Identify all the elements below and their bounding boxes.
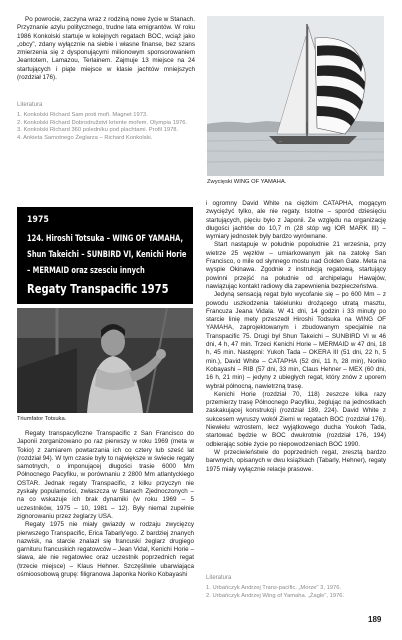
reference-item: 4. Ankieta Samotnego Żeglarza – Richard Konkolski. — [17, 135, 153, 142]
body-paragraph: Start nastąpuje w południe popołudnie 21 września, przy wietrze 25 węzłów – umiarkowanym jak na zatokę San Francisco, o mile od słynnego mostu nad Golden Gate. Meta na wyspie Okinawa. Zgodnie z instrukcją regatową, startujący powinni przejść na południe od archipelagu Hawajów, nawiązując kontakt radiowy dla zapewnienia bezpieczeństwa. — [206, 241, 386, 290]
body-paragraph: Kenichi Horie (rozdział 70, 118) zeszcze kilka razy przemierzy trasę Północnego Pacyfiku, żeglując na jednostkach zaskakującej konstrukcji (rozdział 189, 224). David White z sukcesem wyruszy wokół Ziemi w regatach BOC (rozdział 176). Niewielu wzrostem, lecz wyjątkowego ducha Youkoh Tada, startować będzie w BOC dwukrotnie (rozdział 176, 194) odbierając sobie życie po niepowodzeniach BOC 1990. — [206, 390, 386, 448]
chapter-main-title: Regaty Transpacific 1975 — [27, 281, 169, 296]
left-column-body — [17, 430, 194, 579]
sailboat-photo — [207, 16, 384, 176]
intro-paragraph: Po powrocie, zaczyna wraz z rodziną nowe życie w Stanach. Przyznanie azylu politycznego, trudne lata emigrantów. W roku 1986 Konkolski startuje w kolejnych regatach BOC, wciąż jako „obcy", zdany wyłącznie na siebie i własne finanse, bez szans zmierzenia się z dysponującymi milionowym sponsorowaniem Jeantotem, Lamazou, Terlainem. Zajmuje 13 miejsce na 24 startujących i piąte miejsce w klasie jachtów mniejszych (rozdział 176). — [17, 16, 195, 82]
right-column-body — [206, 200, 386, 474]
chapter-title: 124. Hiroshi Totsuka – WING OF YAMAHA, Shun Takeichi – SUNBIRD VI, Kenichi Horie – MERMAID oraz szesciu innych — [27, 234, 187, 276]
literature-list-bottom — [206, 585, 386, 600]
page-number: 189 — [368, 615, 382, 624]
literature-list-top — [17, 112, 195, 143]
chapter-heading-box — [17, 207, 193, 304]
reference-item: 2. Konkolski Richard Dobrodružství krtente mořem. Olympia 1976. — [17, 119, 188, 126]
body-paragraph: Regaty transpacyficzne Transpacific z San Francisco do Japonii zorganizowano po raz pierwszy w roku 1969 (meta w Tokio) z zamiarem powtarzania ich co cztery lub sześć lat (rozdział 94). W tym czasie były to największe w świecie regaty samotnych, o imponującej długości trasie 6000 Mm Północnego Pacyfiku, w porównaniu z 2800 Mm atlantyckiego OSTAR. Jednak regaty Transpacific, z kilku przyczyn nie zyskały popularności, zwłaszcza w Stanach Zjednoczonych – na co wskazuje ich brak dynamiki (w roku 1969 – 5 uczestników, 1975 – 10, 1981 – 12). Były niemal zupełnie zignorowaniu przez żeglarzy USA. — [17, 430, 194, 520]
sailboat-caption: Zwycięski WING OF YAMAHA. — [207, 179, 287, 185]
chapter-year: 1975 — [27, 215, 49, 225]
svg-text:—: — — [279, 139, 282, 143]
body-paragraph: W przeciwieństwie do poprzednich regat, zresztą bardzo barwnych, opisanych w dwu książkach (Tabarly, Hehner), regaty 1975 miały wyłącznie relacje prasowe. — [206, 448, 386, 473]
literature-heading-bottom: Literatura — [206, 575, 232, 581]
body-paragraph: i ogromny David White na ciężkim CATAPHA, mogącym zwyciężyć tylko, ale nie regaty. Istotne – sporód dziesięciu startujących, pięciu było z Japonii. Ze względu na organizację długości jachtów do 10,7 m (28 stóp wg IOR MARK III) – wymiary jednostek były bardzo wyrównane. — [206, 200, 386, 241]
literature-heading: Literatura — [17, 102, 43, 108]
reference-item: 2. Urbańczyk Andrzej Wing of Yamaha. „Żagle", 1976. — [206, 592, 345, 599]
reference-item: 3. Konkolski Richard 360 poledníku pod plachtami. Profil 1978. — [17, 127, 179, 134]
body-paragraph: Jedyną sensacją regat było wycofanie się – po 600 Mm – z powodu uszkodzenia takielunku drożącego utratą masztu, Francuza Jeana Vidala. W 41 dni, 14 godzin i 33 minuty po starcie linię mety przeszedł Hiroshi Todsuka na WING OF YAMAHA, zaprojektowanym i zbudowanym specjalnie na Transpacific 75. Drugi był Shun Takeichi – SUNBIRD VI w 46 dni, 4 h, 47 min. Trzeci Kenichi Horie – MERMAID w 47 dni, 18 h, 45 min. Następni: Yukoh Tada – OKERA III (51 dni, 22 h, 5 min.), David White – CATAPHA (52 dni, 11 h, 28 min), Noriko Kobayashi – RIB (57 dni, 33 min, Claus Hehner – MEX (60 dni, 16 h, 21 min) – jedyny z ubiegłych regat, który znów z uporem wybrał północną, nawietrzną trasę. — [206, 291, 386, 390]
reference-item: 1. Konkolski Richard Sam proti moři. Magnet 1973. — [17, 112, 148, 118]
reference-item: 1. Urbańczyk Andrzej Trans-pacific. „Morze" 3, 1976. — [206, 585, 342, 591]
totsuka-photo — [17, 308, 193, 413]
body-paragraph: Regaty 1975 nie miały gwiazdy w rodzaju zwycięzcy pierwszego Transpacific, Erica Tabarly'ego. Z bardziej znanych nazwisk, na starcie znalazł się francuski żeglarz drugiego garnituru francuskich regatowców – Jean Vidal, Kenichi Horie – sława, ale nie regatowiec oraz uczestnik poprzednich regat (trzecie miejsce) – Klaus Hehner. Szczęśliwie ubarwiająca ośmioosobową grupę: filigranowa Japonka Noriko Kobayashi — [17, 521, 194, 579]
totsuka-caption: Triumfator Totsuka. — [17, 416, 67, 422]
